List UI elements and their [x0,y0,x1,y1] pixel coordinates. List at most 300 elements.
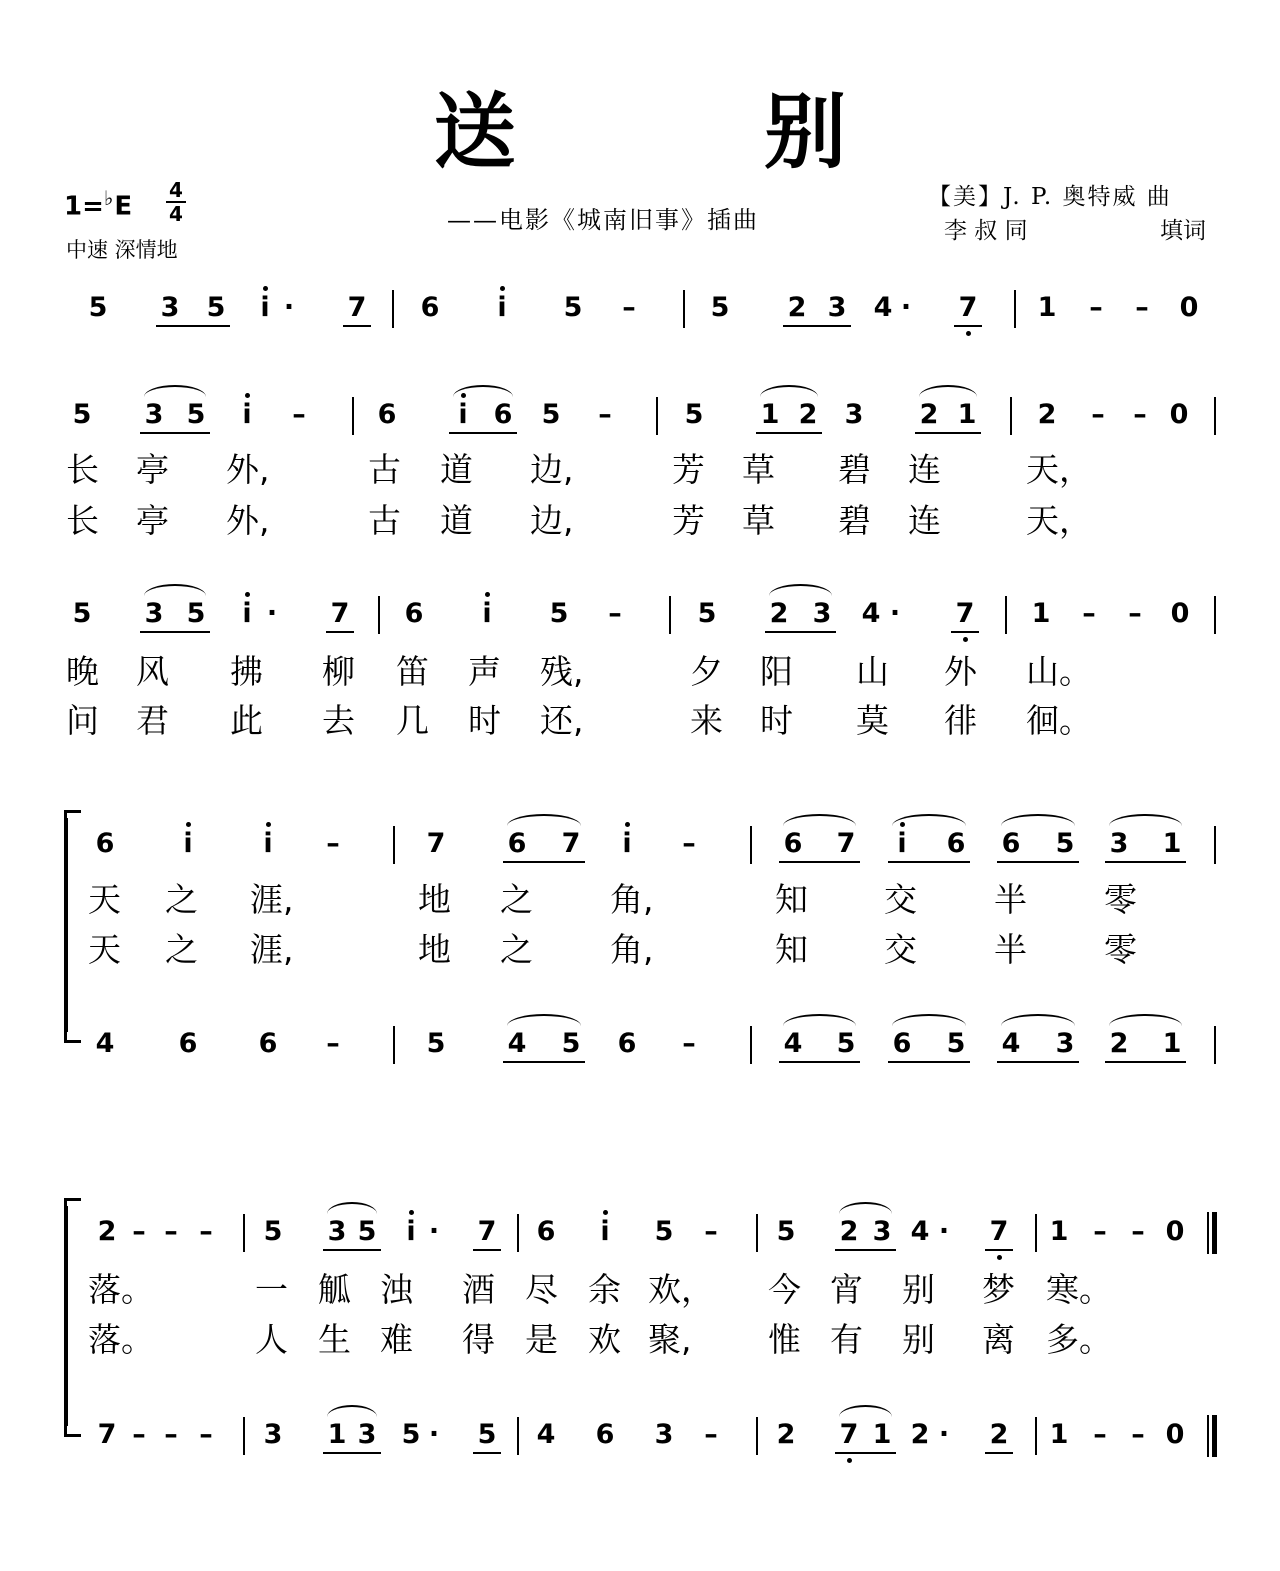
note-numeral: 3 [654,1419,674,1450]
eighth-underline [765,631,836,633]
lyric-syllable: 天， [1026,450,1092,489]
note-numeral: 4 [95,1028,115,1059]
slur-arc [1109,814,1182,826]
final-double-barline-thin [1207,1415,1209,1457]
note-numeral: i [497,292,507,323]
note-numeral: 2 [1037,399,1057,430]
high-octave-dot [266,822,271,827]
note-numeral: 2 [839,1216,859,1247]
lyric-syllable: 欢 [588,1320,621,1359]
note-numeral: 2 [919,399,939,430]
note-numeral: 6 [95,828,115,859]
lyric-syllable: 寒。 [1046,1270,1112,1309]
note-numeral: – [1091,399,1105,430]
note-numeral: 2 [989,1419,1009,1450]
note-numeral: 5 [563,292,583,323]
lyric-syllable: 余 [588,1270,621,1309]
barline [669,596,671,634]
note-numeral: 7 [347,292,367,323]
barline [517,1214,519,1252]
lyric-syllable: 山。 [1026,652,1092,691]
note-numeral: 7 [839,1419,859,1450]
eighth-underline [835,1452,896,1454]
lyric-syllable: 梦 [982,1270,1015,1309]
note-numeral: 5 [72,598,92,629]
high-octave-dot [409,1210,414,1215]
note-numeral: – [1131,1419,1145,1450]
note-numeral: 0 [1165,1216,1185,1247]
key-signature [64,178,132,227]
low-octave-dot [997,1255,1002,1260]
note-numeral: · [889,598,901,629]
high-octave-dot [485,592,490,597]
note-numeral: – [598,399,612,430]
note-numeral: · [428,1216,440,1247]
final-double-barline-thin [1207,1212,1209,1254]
note-numeral: 5 [401,1419,421,1450]
lyric-syllable: 草 [742,450,775,489]
lyric-syllable: 长 [66,450,99,489]
lyric-syllable: 来 [690,701,723,740]
note-numeral: 6 [595,1419,615,1450]
note-numeral: 3 [1109,828,1129,859]
slur-arc [144,385,206,397]
lyricist-credit [944,212,1206,245]
song-title: 送 别 [433,84,957,180]
barline [1010,397,1012,435]
lyric-syllable: 时 [468,701,501,740]
time-signature [166,180,186,224]
note-numeral: i [242,399,252,430]
eighth-underline [888,861,970,863]
note-numeral: 4 [536,1419,556,1450]
lyric-syllable: 生 [318,1320,351,1359]
slur-arc [839,1405,892,1417]
note-numeral: 4 [873,292,893,323]
lyricist-role: 填词 [1160,218,1206,244]
note-numeral: 2 [798,399,818,430]
high-octave-dot [186,822,191,827]
note-numeral: 5 [477,1419,497,1450]
note-numeral: – [1082,598,1096,629]
note-numeral: 5 [357,1216,377,1247]
lyric-syllable: 浊 [380,1270,413,1309]
tempo-marking: 中速 深情地 [66,238,178,262]
lyric-syllable: 此 [230,701,263,740]
lyric-syllable: 欢， [648,1270,714,1309]
lyric-syllable: 别 [902,1320,935,1359]
slur-arc [760,385,818,397]
lyric-syllable: 夕 [690,652,723,691]
note-numeral: i [897,828,907,859]
note-numeral: 0 [1170,598,1190,629]
lyric-syllable: 离 [982,1320,1015,1359]
high-octave-dot [625,822,630,827]
lyric-syllable: 徊。 [1026,701,1092,740]
high-octave-dot [500,286,505,291]
eighth-underline [779,1061,860,1063]
note-numeral: 5 [776,1216,796,1247]
lyric-syllable: 君 [136,701,169,740]
lyric-syllable: 笛 [396,652,429,691]
note-numeral: 5 [697,598,717,629]
eighth-underline [503,861,585,863]
barline [1035,1214,1037,1252]
lyric-syllable: 天 [88,930,121,969]
lyric-syllable: 半 [994,930,1027,969]
slur-arc [1001,814,1075,826]
time-sig-bottom: 4 [169,202,183,226]
eighth-underline [951,631,979,633]
note-numeral: – [1135,292,1149,323]
lyric-syllable: 碧 [838,450,871,489]
note-numeral: – [164,1216,178,1247]
lyric-syllable: 古 [368,450,401,489]
time-sig-top: 4 [169,178,183,202]
note-numeral: – [608,598,622,629]
lyric-syllable: 知 [775,880,808,919]
eighth-underline [783,325,851,327]
note-numeral: 5 [88,292,108,323]
note-numeral: 4 [783,1028,803,1059]
note-numeral: 2 [769,598,789,629]
barline [1005,596,1007,634]
note-numeral: i [263,828,273,859]
slur-arc [769,584,832,596]
eighth-underline [997,861,1079,863]
note-numeral: 6 [892,1028,912,1059]
lyric-syllable: 得 [462,1320,495,1359]
lyric-syllable: 天， [1026,501,1092,540]
slur-arc [1001,1014,1075,1026]
lyric-syllable: 边, [530,501,574,540]
note-numeral: – [1093,1419,1107,1450]
note-numeral: 6 [1001,828,1021,859]
note-numeral: – [199,1216,213,1247]
note-numeral: 7 [477,1216,497,1247]
note-numeral: · [938,1216,950,1247]
eighth-underline [954,325,982,327]
lyric-syllable: 风 [136,652,169,691]
barline [1214,596,1216,634]
eighth-underline [140,432,210,434]
lyric-syllable: 碧 [838,501,871,540]
note-numeral: – [682,828,696,859]
lyric-syllable: 零 [1104,880,1137,919]
note-numeral: 5 [549,598,569,629]
barline [1214,397,1216,435]
note-numeral: 3 [827,292,847,323]
lyric-syllable: 外, [226,501,270,540]
lyric-syllable: 涯, [250,880,294,919]
note-numeral: 2 [776,1419,796,1450]
note-numeral: 1 [1162,828,1182,859]
note-numeral: – [1133,399,1147,430]
lyric-syllable: 有 [830,1320,863,1359]
note-numeral: 5 [263,1216,283,1247]
lyric-syllable: 问 [66,701,99,740]
note-numeral: 5 [710,292,730,323]
note-numeral: 6 [493,399,513,430]
high-octave-dot [461,393,466,398]
lyric-syllable: 尽 [525,1270,558,1309]
barline [1214,1026,1216,1064]
barline [656,397,658,435]
note-numeral: – [1093,1216,1107,1247]
eighth-underline [449,432,517,434]
barline [392,290,394,328]
lyric-syllable: 涯, [250,930,294,969]
eighth-underline [343,325,371,327]
lyric-syllable: 莫 [856,701,889,740]
note-numeral: i [600,1216,610,1247]
lyric-syllable: 古 [368,501,401,540]
system-bracket [64,1206,68,1426]
note-numeral: · [900,292,912,323]
barline [1214,826,1216,864]
eighth-underline [835,1249,896,1251]
note-numeral: i [458,399,468,430]
barline [756,1417,758,1455]
note-numeral: 6 [507,828,527,859]
lyric-syllable: 还, [540,701,584,740]
note-numeral: 2 [1109,1028,1129,1059]
lyric-syllable: 零 [1104,930,1137,969]
note-numeral: – [326,1028,340,1059]
eighth-underline [323,1452,381,1454]
note-numeral: 5 [946,1028,966,1059]
note-numeral: 2 [97,1216,117,1247]
lyric-syllable: 柳 [322,652,355,691]
note-numeral: – [132,1216,146,1247]
low-octave-dot [966,331,971,336]
note-numeral: 3 [144,598,164,629]
note-numeral: 7 [958,292,978,323]
lyric-syllable: 亭 [136,501,169,540]
lyric-syllable: 连 [908,501,941,540]
barline [756,1214,758,1252]
high-octave-dot [245,393,250,398]
note-numeral: 7 [97,1419,117,1450]
note-numeral: – [164,1419,178,1450]
slur-arc [327,1405,377,1417]
note-numeral: · [266,598,278,629]
note-numeral: 3 [357,1419,377,1450]
note-numeral: 6 [946,828,966,859]
barline [243,1417,245,1455]
lyric-syllable: 一 [255,1270,288,1309]
note-numeral: i [260,292,270,323]
slur-arc [919,385,977,397]
lyric-syllable: 别 [902,1270,935,1309]
note-numeral: – [1128,598,1142,629]
note-numeral: 2 [910,1419,930,1450]
final-double-barline-thick [1212,1212,1217,1254]
note-numeral: 3 [812,598,832,629]
lyric-syllable: 晚 [66,652,99,691]
eighth-underline [326,631,354,633]
slur-arc [1109,1014,1182,1026]
lyric-syllable: 人 [255,1320,288,1359]
note-numeral: – [622,292,636,323]
lyric-syllable: 酒 [462,1270,495,1309]
note-numeral: – [704,1419,718,1450]
note-numeral: 7 [955,598,975,629]
lyric-syllable: 边, [530,450,574,489]
note-numeral: 5 [654,1216,674,1247]
eighth-underline [985,1249,1013,1251]
key-letter: E [114,191,133,222]
lyric-syllable: 外 [944,652,977,691]
lyric-syllable: 山 [856,652,889,691]
lyric-syllable: 多。 [1046,1320,1112,1359]
eighth-underline [503,1061,585,1063]
lyric-syllable: 落。 [88,1320,154,1359]
note-numeral: 1 [872,1419,892,1450]
note-numeral: 5 [426,1028,446,1059]
lyric-syllable: 今 [768,1270,801,1309]
lyric-syllable: 声 [468,652,501,691]
note-numeral: 1 [1037,292,1057,323]
barline [393,1026,395,1064]
barline [683,290,685,328]
lyric-syllable: 道 [440,501,473,540]
lyric-syllable: 芳 [672,501,705,540]
note-numeral: – [292,399,306,430]
note-numeral: – [682,1028,696,1059]
lyric-syllable: 拂 [230,652,263,691]
note-numeral: 1 [327,1419,347,1450]
eighth-underline [473,1452,501,1454]
slur-arc [507,814,581,826]
barline [1035,1417,1037,1455]
lyric-syllable: 天 [88,880,121,919]
flat-sign: ♭ [103,186,114,210]
barline [1014,290,1016,328]
barline [750,826,752,864]
barline [393,826,395,864]
note-numeral: 5 [72,399,92,430]
note-numeral: 7 [989,1216,1009,1247]
low-octave-dot [847,1458,852,1463]
note-numeral: · [938,1419,950,1450]
slur-arc [892,1014,966,1026]
note-numeral: 1 [1049,1216,1069,1247]
note-numeral: 5 [561,1028,581,1059]
note-numeral: 3 [1055,1028,1075,1059]
subtitle: ——电影《城南旧事》插曲 [447,206,759,234]
note-numeral: 3 [327,1216,347,1247]
bracket-top-hook [64,1198,81,1211]
lyric-syllable: 之 [165,930,198,969]
note-numeral: 0 [1169,399,1189,430]
lyric-syllable: 角, [610,880,654,919]
eighth-underline [779,861,860,863]
note-numeral: 4 [910,1216,930,1247]
lyricist-name: 李 叔 同 [944,218,1028,244]
lyric-syllable: 聚, [648,1320,692,1359]
slur-arc [839,1202,892,1214]
bracket-bottom-hook [64,1030,81,1043]
composer-credit: 【美】J. P. 奥特威 曲 [928,184,1172,210]
note-numeral: – [326,828,340,859]
slur-arc [783,1014,856,1026]
key-prefix: 1= [64,191,104,222]
note-numeral: 1 [1031,598,1051,629]
note-numeral: 6 [258,1028,278,1059]
eighth-underline [1105,861,1186,863]
lyric-syllable: 是 [525,1320,558,1359]
note-numeral: – [199,1419,213,1450]
note-numeral: – [1131,1216,1145,1247]
note-numeral: 5 [541,399,561,430]
note-numeral: 6 [617,1028,637,1059]
barline [378,596,380,634]
slur-arc [327,1202,377,1214]
note-numeral: 5 [836,1028,856,1059]
eighth-underline [915,432,981,434]
high-octave-dot [603,1210,608,1215]
slur-arc [783,814,856,826]
lyric-syllable: 徘 [944,701,977,740]
note-numeral: 7 [836,828,856,859]
note-numeral: 6 [536,1216,556,1247]
lyric-syllable: 时 [760,701,793,740]
barline [243,1214,245,1252]
note-numeral: · [283,292,295,323]
note-numeral: 3 [263,1419,283,1450]
bracket-top-hook [64,810,81,823]
lyric-syllable: 之 [165,880,198,919]
eighth-underline [1105,1061,1186,1063]
lyric-syllable: 之 [500,880,533,919]
note-numeral: – [132,1419,146,1450]
note-numeral: · [428,1419,440,1450]
high-octave-dot [245,592,250,597]
eighth-underline [323,1249,381,1251]
lyric-syllable: 交 [884,930,917,969]
note-numeral: 3 [844,399,864,430]
lyric-syllable: 亭 [136,450,169,489]
final-double-barline-thick [1212,1415,1217,1457]
note-numeral: 0 [1179,292,1199,323]
note-numeral: 5 [186,399,206,430]
note-numeral: 4 [861,598,881,629]
note-numeral: 5 [684,399,704,430]
eighth-underline [888,1061,970,1063]
note-numeral: – [704,1216,718,1247]
lyric-syllable: 宵 [830,1270,863,1309]
lyric-syllable: 外, [226,450,270,489]
note-numeral: 6 [420,292,440,323]
lyric-syllable: 知 [775,930,808,969]
bracket-bottom-hook [64,1424,81,1437]
note-numeral: 2 [787,292,807,323]
lyric-syllable: 草 [742,501,775,540]
system-bracket [64,818,68,1032]
barline [750,1026,752,1064]
lyric-syllable: 落。 [88,1270,154,1309]
low-octave-dot [963,637,968,642]
barline [352,397,354,435]
eighth-underline [997,1061,1079,1063]
note-numeral: 7 [426,828,446,859]
eighth-underline [756,432,822,434]
barline [517,1417,519,1455]
lyric-syllable: 残, [540,652,584,691]
lyric-syllable: 之 [500,930,533,969]
note-numeral: 1 [1049,1419,1069,1450]
